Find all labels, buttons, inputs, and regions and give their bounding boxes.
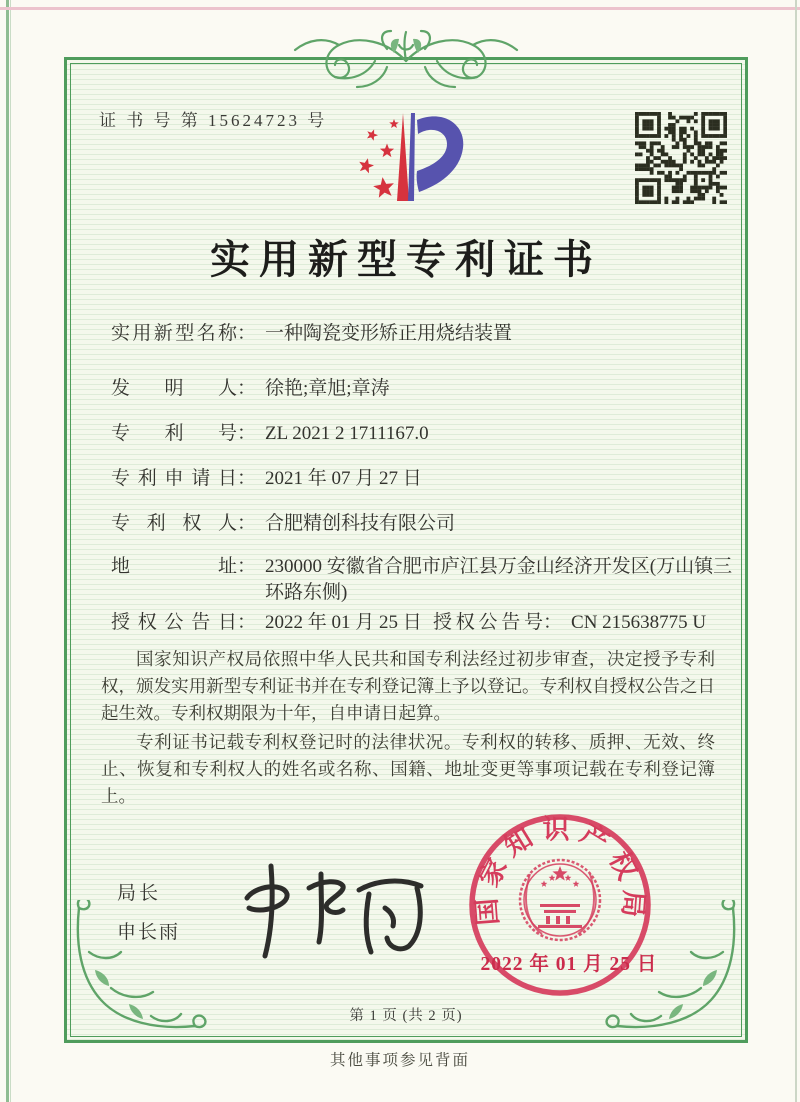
- body-paragraph-1: 国家知识产权局依照中华人民共和国专利法经过初步审查，决定授予专利权，颁发实用新型专利证书并在专利登记簿上予以登记。专利权自授权公告之日起生效。专利权期限为十年，自申请日起算。: [101, 649, 715, 723]
- field-colon: ：: [237, 513, 257, 534]
- field-row-utility-model-name: [111, 321, 733, 347]
- field-value: 一种陶瓷变形矫正用烧结装置: [265, 323, 513, 344]
- seal-date: 2022 年 01 月 25 日: [480, 954, 658, 975]
- field-colon: ：: [543, 612, 563, 633]
- grant-number-value: CN 215638775 U: [571, 612, 707, 633]
- field-value: 230000 安徽省合肥市庐江县万金山经济开发区(万山镇三环路东侧): [265, 556, 733, 603]
- qr-code-icon: [635, 112, 727, 204]
- scan-edge-left: [6, 0, 9, 1102]
- field-value: 合肥精创科技有限公司: [265, 513, 456, 534]
- field-label: 专利权人: [111, 513, 237, 534]
- cnipa-seal-icon: [460, 808, 660, 1008]
- field-value: 2021 年 07 月 27 日: [265, 468, 422, 489]
- legal-text: [101, 646, 715, 810]
- scan-edge-left-2: [10, 0, 11, 1102]
- field-label: 专利号: [111, 423, 237, 444]
- field-colon: ：: [237, 423, 257, 444]
- field-row-inventors: [111, 376, 733, 402]
- field-row-patent-number: [111, 421, 733, 447]
- certificate-frame: [64, 57, 748, 1043]
- field-row-patentee: [111, 511, 733, 537]
- field-label: 专利申请日: [111, 468, 237, 489]
- signoff-title: 局长: [117, 883, 162, 904]
- scan-edge-right: [795, 0, 797, 1102]
- field-row-grant: [111, 610, 733, 636]
- field-label: 授权公告号: [433, 612, 544, 633]
- field-row-filing-date: [111, 466, 733, 492]
- field-colon: ：: [237, 612, 257, 633]
- field-label: 授权公告日: [111, 612, 237, 633]
- certificate-number: 证 书 号 第 15624723 号: [99, 111, 328, 130]
- page-indicator: 第 1 页 (共 2 页): [349, 1008, 463, 1024]
- back-note: 其他事项参见背面: [329, 1052, 470, 1069]
- field-colon: ：: [237, 556, 257, 577]
- certificate-fields: [111, 321, 733, 636]
- field-colon: ：: [237, 323, 257, 344]
- field-label: 地址: [111, 556, 237, 577]
- field-value: 徐艳;章旭;章涛: [265, 378, 390, 399]
- field-row-address: [111, 554, 733, 606]
- certificate-title: 实用新型专利证书: [210, 237, 602, 282]
- field-colon: ：: [237, 468, 257, 489]
- body-paragraph-2: 专利证书记载专利权登记时的法律状况。专利权的转移、质押、无效、终止、恢复和专利权人的姓名或名称、国籍、地址变更等事项记载在专利登记簿上。: [101, 732, 715, 806]
- scan-edge-top: [0, 7, 800, 10]
- field-label: 发明人: [111, 378, 237, 399]
- signoff-name: 申长雨: [117, 922, 181, 943]
- grant-date-value: 2022 年 01 月 25 日: [265, 612, 422, 633]
- field-colon: ：: [237, 378, 257, 399]
- floral-ornament-top-icon: [291, 27, 521, 103]
- field-label: 实用新型名称: [111, 323, 237, 344]
- seal-ring-text: 国家知识产权局: [470, 814, 650, 927]
- field-value: ZL 2021 2 1711167.0: [265, 423, 429, 444]
- director-signature-icon: [225, 852, 440, 967]
- cnipa-logo-icon: [339, 108, 475, 216]
